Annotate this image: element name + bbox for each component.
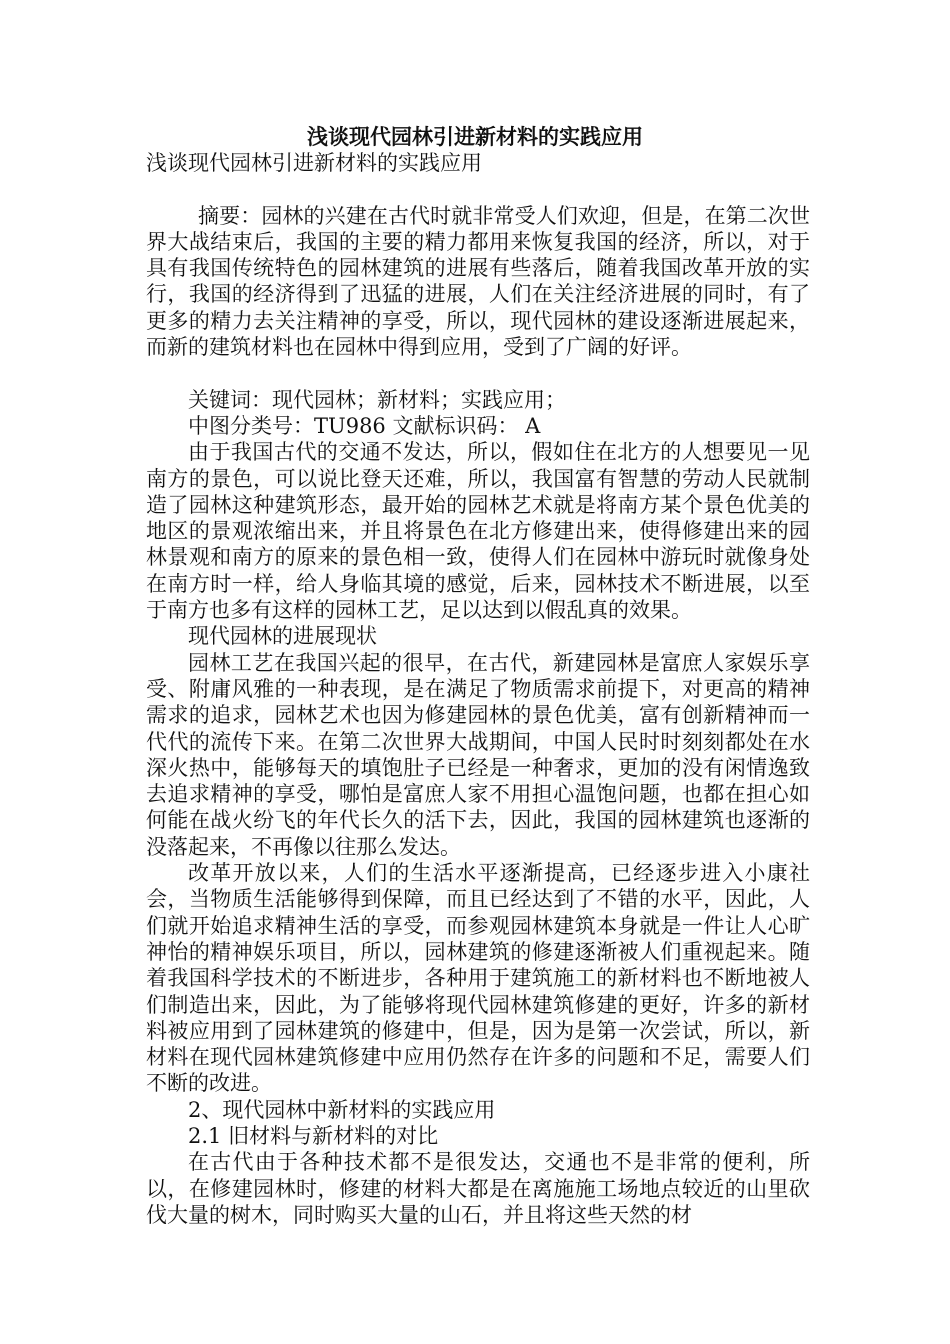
status-paragraph-2: 改革开放以来，人们的生活水平逐渐提高，已经逐步进入小康社会，当物质生活能够得到保障，而且已经达到了不错的水平，因此，人们就开始追求精神生活的享受，而参观园林建筑本身就是一件让人心旷神怡的精神娱乐项目，所以，园林建筑的修建逐渐被人们重视起来。随着我国科学技术的不断进步，各种用于建筑施工的新材料也不断地被人们制造出来，因此，为了能够将现代园林建筑修建的更好，许多的新材料被应用到了园林建筑的修建中，但是，因为是第一次尝试，所以，新材料在现代园林建筑修建中应用仍然存在许多的问题和不足，需要人们不断的改进。 xyxy=(146,861,810,1096)
document-subtitle: 浅谈现代园林引进新材料的实践应用 xyxy=(146,151,482,175)
section-2-1-paragraph: 在古代由于各种技术都不是很发达，交通也不是非常的便利，所以，在修建园林时，修建的材料大都是在离施施工场地点较近的山里砍伐大量的树木，同时购买大量的山石，并且将这些天然的材 xyxy=(146,1150,810,1227)
intro-paragraph: 由于我国古代的交通不发达，所以，假如住在北方的人想要见一见南方的景色，可以说比登天还难，所以，我国富有智慧的劳动人民就制造了园林这种建筑形态，最开始的园林艺术就是将南方某个景色优美的地区的景观浓缩出来，并且将景色在北方修建出来，使得修建出来的园林景观和南方的原来的景色相一致，使得人们在园林中游玩时就像身处在南方时一样，给人身临其境的感觉，后来，园林技术不断进展，以至于南方也多有这样的园林工艺，足以达到以假乱真的效果。 xyxy=(146,440,810,623)
document-title: 浅谈现代园林引进新材料的实践应用 xyxy=(307,124,643,149)
classification-line: 中图分类号：TU986 文献标识码： A xyxy=(188,413,541,438)
keywords-line: 关键词：现代园林；新材料；实践应用； xyxy=(188,387,566,412)
section-heading-2: 2、现代园林中新材料的实践应用 xyxy=(188,1097,496,1122)
blank-line xyxy=(146,176,810,202)
blank-line xyxy=(146,360,810,386)
document-body xyxy=(146,150,810,1228)
abstract-paragraph: 摘要：园林的兴建在古代时就非常受人们欢迎，但是，在第二次世界大战结束后，我国的主要的精力都用来恢复我国的经济，所以，对于具有我国传统特色的园林建筑的进展有些落后，随着我国改革开放的实行，我国的经济得到了迅猛的进展，人们在关注经济进展的同时，有了更多的精力去关注精神的享受，所以，现代园林的建设逐渐进展起来，而新的建筑材料也在园林中得到应用，受到了广阔的好评。 xyxy=(146,203,810,360)
section-heading-2-1: 2.1 旧材料与新材料的对比 xyxy=(188,1123,439,1148)
section-heading-status: 现代园林的进展现状 xyxy=(188,624,377,649)
status-paragraph-1: 园林工艺在我国兴起的很早，在古代，新建园林是富庶人家娱乐享受、附庸风雅的一种表现，是在满足了物质需求前提下，对更高的精神需求的追求，园林艺术也因为修建园林的景色优美，富有创新精神而一代代的流传下来。在第二次世界大战期间，中国人民时时刻刻都处在水深火热中，能够每天的填饱肚子已经是一种奢求，更加的没有闲情逸致去追求精神的享受，哪怕是富庶人家不用担心温饱问题，也都在担心如何能在战火纷飞的年代长久的活下去，因此，我国的园林建筑也逐渐的没落起来，不再像以往那么发达。 xyxy=(146,650,810,859)
